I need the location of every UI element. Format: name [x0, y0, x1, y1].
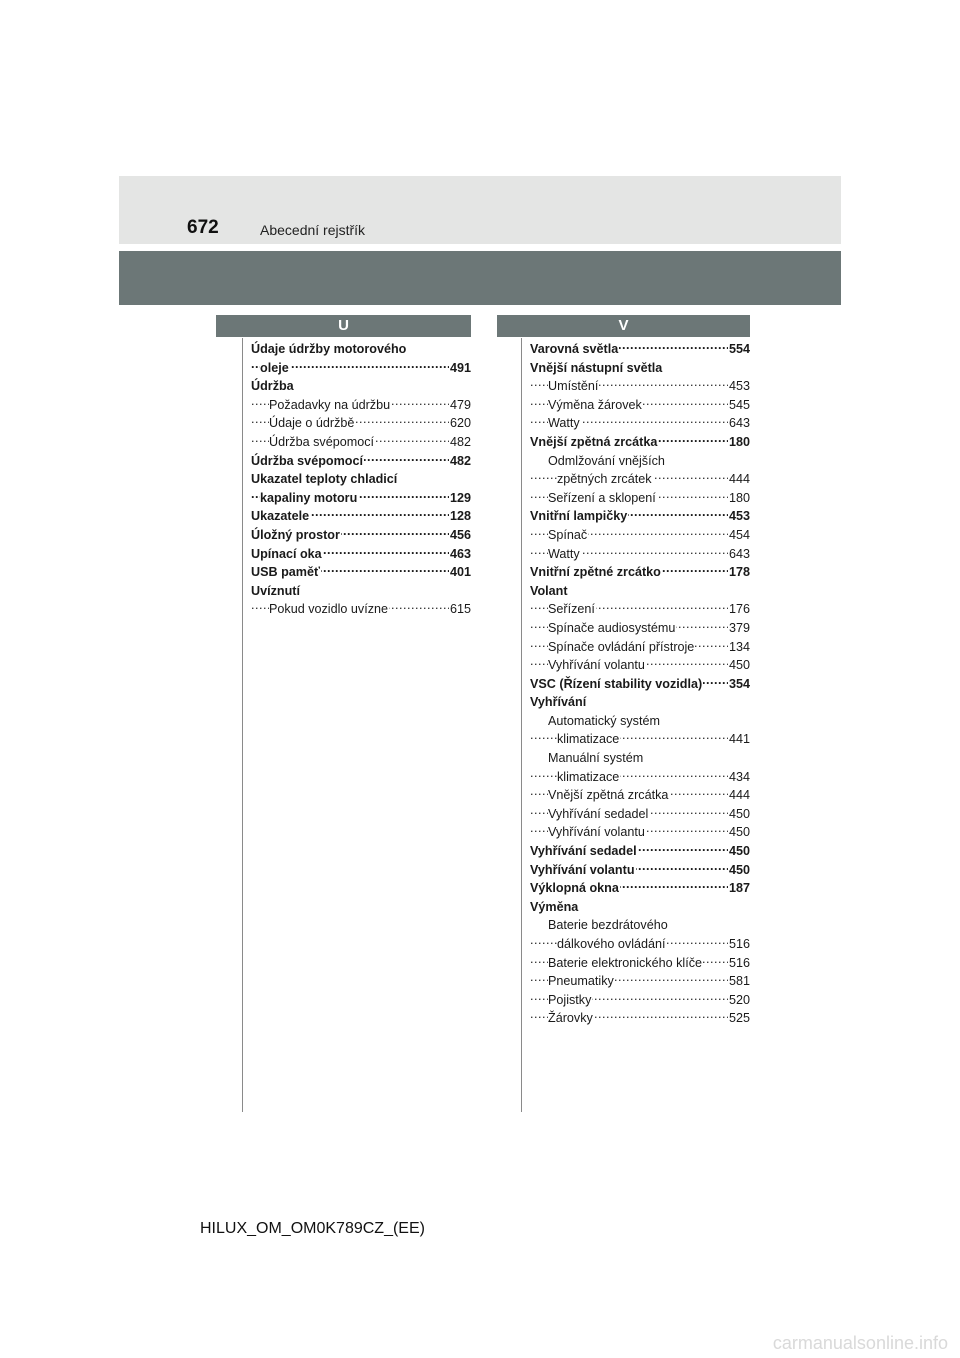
- index-entry-page: 516: [728, 954, 750, 973]
- index-entry-label: Spínače ovládání přístroje: [548, 639, 695, 654]
- index-entry-page: 441: [728, 730, 750, 749]
- index-entry-label: Seřízení a sklopení: [548, 490, 656, 505]
- index-entry-label: Pojistky: [548, 992, 592, 1007]
- page-number: 672: [187, 217, 219, 238]
- index-entry-label: Výměna: [530, 899, 579, 914]
- index-entry-label: Volant: [530, 583, 568, 598]
- column-divider-left: [242, 338, 243, 1112]
- index-entry-label: Vyhřívání sedadel: [548, 806, 649, 821]
- index-entry-page: 450: [728, 861, 750, 880]
- index-entry-page: 379: [728, 619, 750, 638]
- section-letter-u: U: [216, 315, 471, 337]
- index-entry-label: Úložný prostor: [251, 527, 340, 542]
- index-entry-label: Umístění: [548, 379, 599, 394]
- index-entry-label: Ukazatele: [251, 509, 310, 524]
- index-entry-label: Údržba svépomocí: [251, 453, 363, 468]
- index-entry-page: 187: [728, 879, 750, 898]
- index-entry-label: Upínací oka: [251, 546, 322, 561]
- index-entry-page: 581: [728, 972, 750, 991]
- index-entry-page: 450: [728, 805, 750, 824]
- page-title: Abecední rejstřík: [260, 222, 366, 238]
- index-entry-label: Žárovky: [548, 1011, 593, 1026]
- index-entry-page: 453: [728, 507, 750, 526]
- index-entry-page: 463: [449, 545, 471, 564]
- index-entry-page: 134: [728, 638, 750, 657]
- document-code: HILUX_OM_OM0K789CZ_(EE): [200, 1220, 425, 1237]
- index-entry-page: 128: [449, 507, 471, 526]
- index-entry-label: Spínač: [548, 527, 588, 542]
- index-entry-label: klimatizace: [557, 732, 620, 747]
- index-entry-page: 456: [449, 526, 471, 545]
- index-entry: [251, 359, 471, 378]
- index-entry: [530, 340, 750, 359]
- index-entry-page: 643: [728, 545, 750, 564]
- index-entry-label: Automatický systém: [548, 713, 660, 728]
- index-entry-label: Vnitřní lampičky: [530, 509, 628, 524]
- index-entry-label: Vyhřívání: [530, 695, 587, 710]
- index-entry: [530, 675, 750, 694]
- index-entry-page: 401: [449, 563, 471, 582]
- index-entry-label: USB paměť: [251, 565, 321, 580]
- index-entry: [530, 879, 750, 898]
- index-entry-label: Vnější nástupní světla: [530, 360, 663, 375]
- index-entry-label: Vyhřívání volantu: [530, 862, 635, 877]
- index-entry-label: Spínače audiosystému: [548, 620, 676, 635]
- index-entry-label: zpětných zrcátek: [557, 472, 652, 487]
- index-entry-label: Výklopná okna: [530, 881, 619, 896]
- index-entry-label: Varovná světla: [530, 342, 619, 356]
- index-entry: [530, 730, 750, 749]
- index-entry-page: 545: [728, 396, 750, 415]
- header-dark-band: [119, 251, 841, 305]
- index-entry: [530, 898, 750, 917]
- index-entry-page: 482: [449, 452, 471, 471]
- index-entry-label: Údržba: [251, 379, 294, 394]
- index-entry: [530, 433, 750, 452]
- index-entry-page: 450: [728, 842, 750, 861]
- index-entry-page: 554: [728, 340, 750, 359]
- index-entry-label: Výměna žárovek: [548, 397, 642, 412]
- index-entry-page: 453: [728, 377, 750, 396]
- header-band: [119, 176, 841, 244]
- index-entry-page: 434: [728, 768, 750, 787]
- index-entry-label: Manuální systém: [548, 751, 644, 766]
- index-entry-label: Baterie elektronického klíče: [548, 955, 703, 970]
- index-entry-page: 180: [728, 489, 750, 508]
- index-entry: [530, 693, 750, 712]
- index-entry-label: Seřízení: [548, 602, 595, 617]
- index-entry-label: Údaje o údržbě: [269, 416, 355, 431]
- index-entry-label: Požadavky na údržbu: [269, 397, 391, 412]
- section-letter-v: V: [497, 315, 750, 337]
- index-entry-label: Vyhřívání volantu: [548, 658, 645, 673]
- index-entry-label: Vnitřní zpětné zrcátko: [530, 565, 661, 580]
- column-divider-right: [521, 338, 522, 1112]
- index-entry-page: 482: [449, 433, 471, 452]
- index-column-u: [251, 340, 471, 619]
- index-entry-page: 525: [728, 1009, 750, 1028]
- watermark: carmanualsonline.info: [772, 1333, 948, 1353]
- index-entry-page: 615: [449, 600, 471, 619]
- index-entry-page: 491: [449, 359, 471, 378]
- index-entry-label: Odmlžování vnějších: [548, 453, 665, 468]
- index-entry-page: 450: [728, 656, 750, 675]
- index-entry: [251, 452, 471, 471]
- index-column-v: [530, 340, 750, 1028]
- index-entry-label: dálkového ovládání: [557, 937, 666, 951]
- index-entry-page: 479: [449, 396, 471, 415]
- index-entry-label: oleje: [260, 360, 289, 375]
- index-entry-label: Baterie bezdrátového: [548, 918, 668, 933]
- index-entry-label: Údaje údržby motorového: [251, 342, 407, 356]
- index-entry-page: 450: [728, 823, 750, 842]
- index-entry-label: kapaliny motoru: [260, 490, 358, 505]
- index-entry: [530, 1009, 750, 1028]
- index-entry-label: Ukazatel teploty chladicí: [251, 472, 398, 487]
- index-entry: [530, 563, 750, 582]
- index-entry-label: Vnější zpětná zrcátka: [548, 788, 669, 803]
- index-entry-label: klimatizace: [557, 769, 620, 784]
- index-entry-label: Watty: [548, 416, 580, 431]
- index-entry-label: Uvíznutí: [251, 583, 300, 598]
- index-entry-label: VSC (Řízení stability vozidla): [530, 676, 703, 691]
- index-entry-label: Watty: [548, 546, 580, 561]
- index-entry-label: Vyhřívání sedadel: [530, 844, 637, 859]
- index-entry-label: Vyhřívání volantu: [548, 825, 645, 840]
- index-entry: [251, 600, 471, 619]
- index-entry-label: Vnější zpětná zrcátka: [530, 434, 658, 449]
- index-entry-page: 129: [449, 489, 471, 508]
- index-entry-page: 643: [728, 414, 750, 433]
- index-entry-page: 444: [728, 470, 750, 489]
- index-entry-label: Pneumatiky: [548, 974, 614, 989]
- index-entry-page: 444: [728, 786, 750, 805]
- index-entry-page: 354: [728, 675, 750, 694]
- index-entry-label: Pokud vozidlo uvízne: [269, 602, 389, 617]
- index-entry-page: 620: [449, 414, 471, 433]
- index-entry: [251, 563, 471, 582]
- index-entry-label: Údržba svépomocí: [269, 434, 374, 449]
- index-entry-page: 176: [728, 600, 750, 619]
- index-entry-page: 520: [728, 991, 750, 1010]
- index-entry-page: 178: [728, 563, 750, 582]
- index-entry-page: 516: [728, 935, 750, 954]
- index-entry-page: 180: [728, 433, 750, 452]
- index-entry-page: 454: [728, 526, 750, 545]
